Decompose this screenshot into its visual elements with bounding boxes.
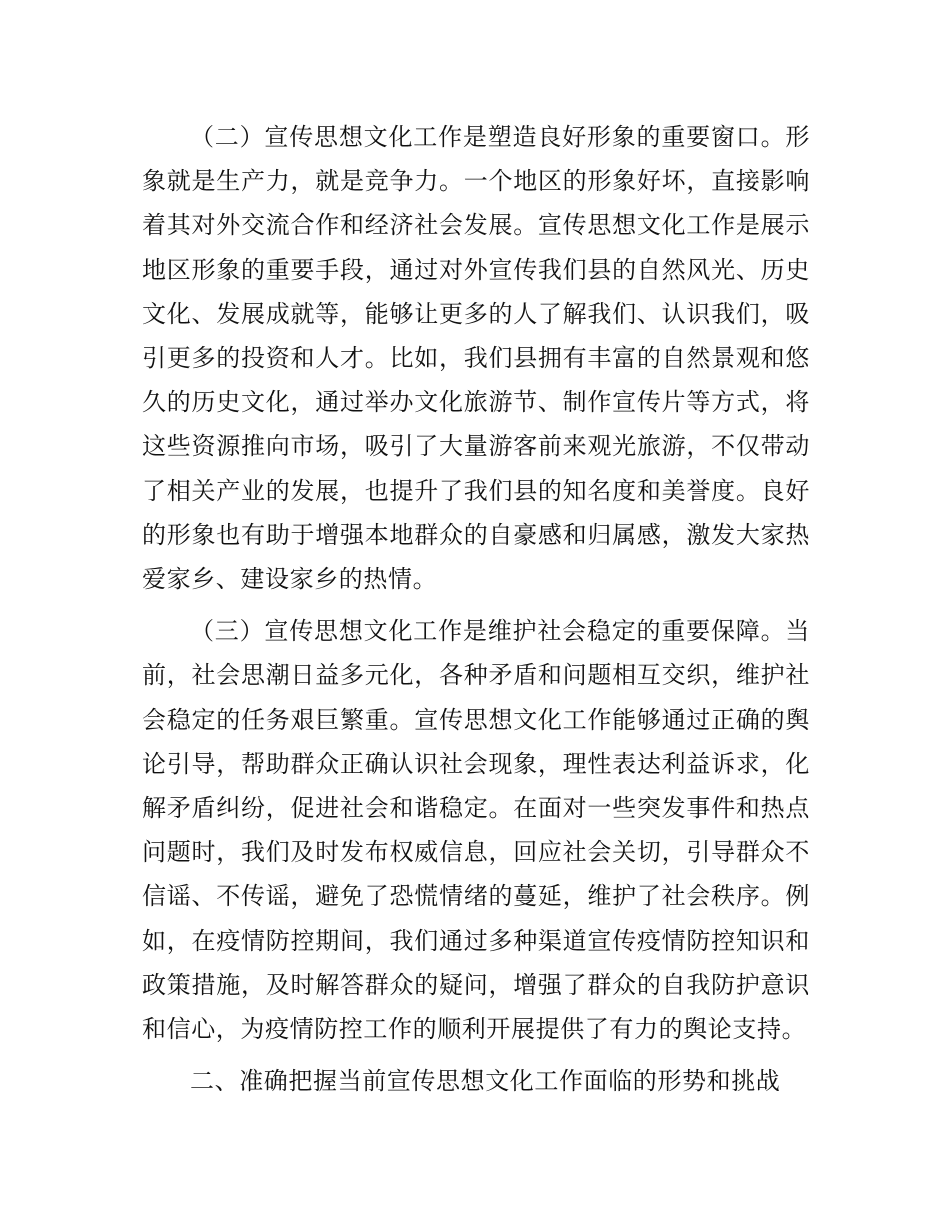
document-body xyxy=(142,115,810,1103)
section-heading: 二、准确把握当前宣传思想文化工作面临的形势和挑战 xyxy=(190,1067,781,1096)
paragraph-image-window: （二）宣传思想文化工作是塑造良好形象的重要窗口。形象就是生产力，就是竞争力。一个地区的形象好坏，直接影响着其对外交流合作和经济社会发展。宣传思想文化工作是展示地区形象的重要手段，通过对外宣传我们县的自然风光、历史文化、发展成就等，能够让更多的人了解我们、认识我们，吸引更多的投资和人才。比如，我们县拥有丰富的自然景观和悠久的历史文化，通过举办文化旅游节、制作宣传片等方式，将这些资源推向市场，吸引了大量游客前来观光旅游，不仅带动了相关产业的发展，也提升了我们县的知名度和美誉度。良好的形象也有助于增强本地群众的自豪感和归属感，激发大家热爱家乡、建设家乡的热情。 xyxy=(142,123,810,594)
paragraph-social-stability: （三）宣传思想文化工作是维护社会稳定的重要保障。当前，社会思潮日益多元化，各种矛盾和问题相互交织，维护社会稳定的任务艰巨繁重。宣传思想文化工作能够通过正确的舆论引导，帮助群众正确认识社会现象，理性表达利益诉求，化解矛盾纠纷，促进社会和谐稳定。在面对一些突发事件和热点问题时，我们及时发布权威信息，回应社会关切，引导群众不信谣、不传谣，避免了恐慌情绪的蔓延，维护了社会秩序。例如，在疫情防控期间，我们通过多种渠道宣传疫情防控知识和政策措施，及时解答群众的疑问，增强了群众的自我防护意识和信心，为疫情防控工作的顺利开展提供了有力的舆论支持。 xyxy=(142,617,810,1044)
